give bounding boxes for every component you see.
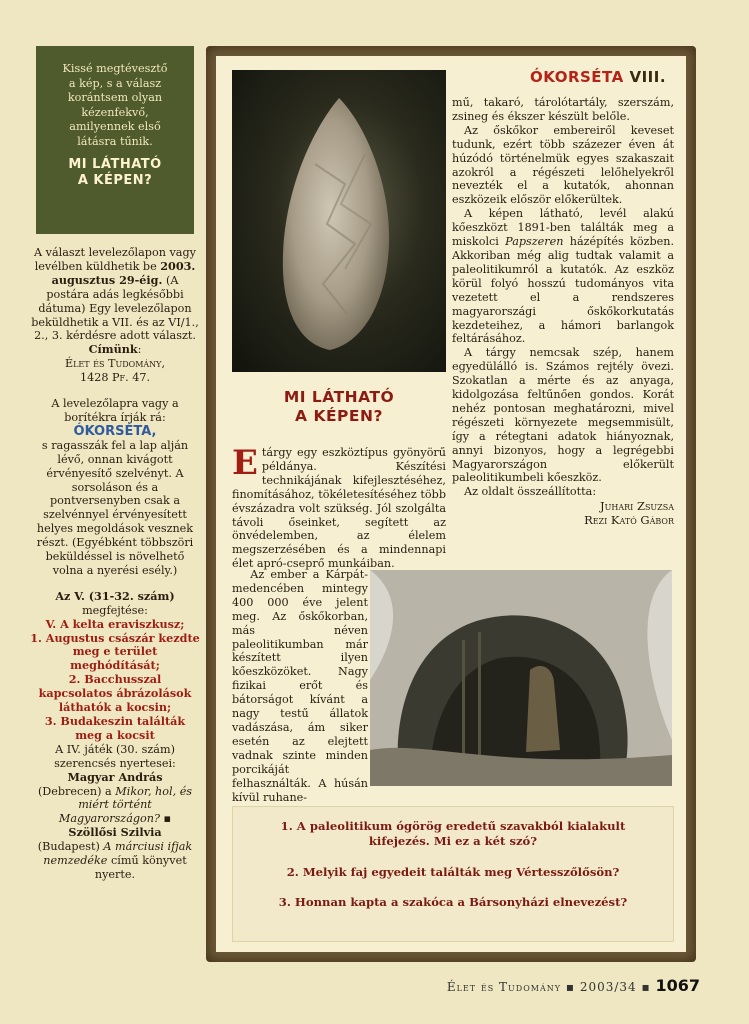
teaser-title [36, 157, 194, 189]
winner-name: Magyar András [67, 769, 163, 784]
teaser-line: a kép, s a válasz [68, 76, 162, 90]
authors [452, 499, 674, 527]
author: Rezi Kató Gábor [584, 513, 674, 528]
main-title [232, 388, 446, 426]
okorseta-label: ÓKORSÉTA, [73, 423, 157, 439]
solutions-heading: Az V. (31-32. szám) [55, 588, 175, 603]
winner-name: Szöllősi Szilvia [68, 825, 162, 840]
article-paragraph [232, 568, 368, 804]
page-footer [420, 976, 700, 995]
address [30, 343, 200, 385]
article-paragraph: tárgy egy eszköztípus gyönyörű példánya. Készítési technikájának kifejlesztéséhez, finomításához, tökéletesítéséhez több évszázadra volt szükség. Jól szolgálta távoli őseinket, segített az önvédelemben, az élelem megszerzésében és a mindennapi élet apró-cseprő munkáiban. [232, 446, 446, 571]
main-title-line1: MI LÁTHATÓ [283, 388, 395, 406]
article-intro [232, 443, 446, 571]
teaser-line: korántsem olyan [67, 91, 163, 104]
quiz-question-1 [233, 819, 673, 848]
rules-column [30, 246, 200, 882]
text: A képen látható, levél alakú kőeszközt 1891-ben találták meg a miskolci [452, 207, 674, 249]
place-name: Papszeren [505, 235, 564, 249]
solution-item: 3. Budakeszin találták meg a kocsit [44, 714, 186, 742]
issue-number: 2003/34 [579, 980, 637, 994]
solutions-block [30, 590, 200, 743]
teaser-line: amilyennek első [69, 120, 161, 133]
teaser-line: látásra tűnik. [77, 134, 153, 148]
rules-text [30, 246, 200, 343]
teaser-box [36, 46, 194, 234]
envelope-instructions [30, 397, 200, 578]
article-paragraph [452, 207, 674, 346]
winner-book: A márciusi ifjak nemzedéke [43, 840, 193, 868]
separator-icon: ▪ [641, 980, 651, 994]
main-title-line2: A KÉPEN? [295, 407, 383, 425]
solutions-intro: megfejtése: [82, 603, 148, 617]
text: házépítés közben. Akkoriban még alig tudtak valamit a paleolitikumról a kutatók. Az eszköz körül folyó hosszú tudományos vita vezetett el a rendszeres magyarországi őskőkorkutatás kezdeteihez, a hámori barlangok feltárásához. [452, 235, 674, 346]
address-colon: : [137, 343, 142, 357]
quiz-box [232, 806, 674, 942]
article-paragraph: Az őskőkor embereiről keveset tudunk, ezért több százezer éven át húzódó történelmük egyes szakaszait azokról a régészeti lelőhelyekről nevezték el a kutatók, ahonnan eszközeik először előkerültek. [452, 123, 674, 207]
solution-item: 1. Augustus császár kezdte meg e terület meghódítását; [30, 630, 200, 673]
address-line2: 1428 Pf. 47. [79, 371, 150, 385]
article-paragraph: A tárgy nemcsak szép, hanem egyedülálló is. Számos rejtély övezi. Szokatlan a mérte és az anyaga, kidolgozása feltűnően gondos. Korát nehéz pontosan meghatározni, mivel régészeti környezete megsemmisült, így a rétegtani adatok hiányoznak, annyi bizonyos, hogy a legrégebbi Magyarországon előkerült paleolitikumbeli kőeszköz. [452, 346, 674, 485]
coupon-text: s ragasszák fel a lap alján lévő, onnan kivágott érvényesítő szelvényt. A sorsoláson és a pontversenyben csak a szelvénnyel érvényesített helyes megoldások vesznek részt. (Egyébként többszöri beküldéssel is növelhető volna a nyerési esély.) [36, 438, 194, 577]
solution-item: V. A kelta eraviszkusz; [45, 616, 185, 631]
winner-city: (Debrecen) a [37, 784, 112, 798]
article-paragraph-text: Az ember a Kárpát-medencében mintegy 400 000 éve jelent meg. Az őskőkorban, más néven paleolitikumban már készített ilyen kőeszközöket. Nagy fizikai erőt és bátorságot kívánt a nagy testű állatok vadászása, ám siker esetén az elejtett vadnak szinte minden porcikáját felhasználták. A húsán kívül ruhane- [232, 568, 369, 804]
winner-city: (Budapest) [37, 840, 100, 854]
teaser-line: kézenfekvő, [81, 105, 149, 119]
drop-cap: E [232, 443, 258, 483]
solution-item: 2. Bacchusszal kapcsolatos ábrázolások láthatók a kocsin; [38, 672, 192, 715]
series-number: VIII. [629, 68, 667, 86]
winners-block [30, 743, 200, 882]
quiz-question-2: 2. Melyik faj egyedeit találták meg Vértesszőlősön? [286, 865, 620, 879]
deadline: 2003. augusztus 29-éig. [51, 258, 196, 287]
teaser-title-line1: MI LÁTHATÓ [68, 157, 162, 172]
winners-intro: A IV. játék (30. szám) szerencsés nyertesei: [54, 742, 176, 770]
address-label: Címünk [88, 342, 138, 357]
rules-intro: A választ levelezőlapon vagy levélben küldhetik be [34, 246, 196, 273]
envelope-text: A levelezőlapra vagy a borítékra írják rá: [51, 397, 179, 424]
quiz-question-text: 1. A paleolitikum ógörög eredetű szavakból kialakult [280, 819, 626, 833]
hand-axe-icon [275, 94, 395, 354]
address-line1: Élet és Tudomány, [64, 357, 166, 371]
journal-name: Élet és Tudomány [446, 980, 562, 994]
winner-book: Mikor, hol, és miért történt Magyarországon? [58, 784, 193, 826]
series-name: ÓKORSÉTA [530, 68, 624, 86]
article-right-column [452, 96, 674, 527]
teaser-line: Kissé megtévesztő [62, 62, 168, 75]
page-number: 1067 [655, 976, 700, 995]
separator-icon: ▪ [565, 980, 575, 994]
quiz-question-text: kifejezés. Mi ez a két szó? [368, 833, 538, 848]
winner-tail: című könyvet nyerte. [94, 854, 187, 881]
bullet-icon: ▪ [163, 812, 172, 826]
article-paragraph: mű, takaró, tárolótartály, szerszám, zsineg és ékszer készült belőle. [452, 96, 674, 123]
quiz-question-3: 3. Honnan kapta a szakócа a Bársonyházi elnevezést? [278, 895, 628, 909]
author: Juhari Zsuzsa [600, 499, 674, 514]
series-title [530, 68, 666, 86]
teaser-title-line2: A KÉPEN? [77, 173, 153, 188]
rules-detail: (A postára adás legkésőbbi dátuma) Egy levelezőlapon beküldhetik a VII. és az VI/1., 2., 3. kérdésre adott választ. [31, 273, 199, 343]
credit-intro: Az oldalt összeállította: [464, 485, 597, 499]
cave-photo [370, 570, 672, 786]
